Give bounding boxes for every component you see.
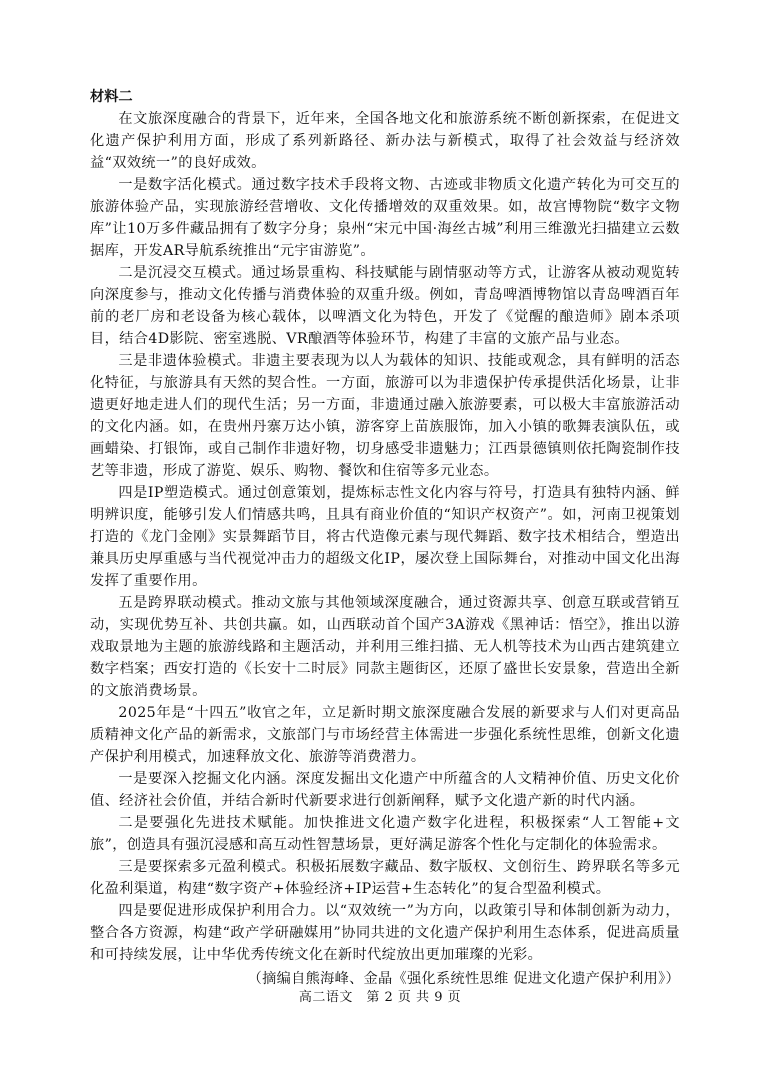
paragraph-measure-4: 四是要促进形成保护利用合力。以“双效统一”为方向，以政策引导和体制创新为动力，整合各方资源，构建“政产学研融媒用”协同共进的文化遗产保护利用生态体系，促进高质量和可持续发展，让中华优秀传统文化在新时代绽放出更加璀璨的光彩。 — [90, 903, 680, 963]
paragraph-intro: 在文旅深度融合的背景下，近年来，全国各地文化和旅游系统不断创新探索，在促进文化遗产保护利用方面，形成了系列新路径、新办法与新模式，取得了社会效益与经济效益“双效统一”的良好成效。 — [90, 111, 680, 171]
material-heading: 材料二 — [90, 89, 133, 105]
page-footer: 高二语文 第 2 页 共 9 页 — [298, 990, 462, 1005]
paragraph-immersive-model: 二是沉浸交互模式。通过场景重构、科技赋能与剧情驱动等方式，让游客从被动观览转向深度参与，推动文化传播与消费体验的双重升级。例如，青岛啤酒博物馆以青岛啤酒百年前的老厂房和老设备为核心载体，以啤酒文化为特色，开发了《觉醒的酿造师》剧本杀项目，结合4D影院、密室逃脱、VR酿酒等体验环节，构建了丰富的文旅产品与业态。 — [90, 265, 680, 347]
source-citation: （摘编自熊海峰、金晶《强化系统性思维 促进文化遗产保护利用》） — [247, 971, 680, 987]
paragraph-measure-1: 一是要深入挖掘文化内涵。深度发掘出文化遗产中所蕴含的人文精神价值、历史文化价值、经济社会价值，并结合新时代新要求进行创新阐释，赋予文化遗产新的时代内涵。 — [90, 771, 680, 809]
paragraph-measure-3: 三是要探索多元盈利模式。积极拓展数字藏品、数字版权、文创衍生、跨界联名等多元化盈利渠道，构建“数字资产+体验经济+IP运营+生态转化”的复合型盈利模式。 — [90, 859, 680, 897]
paragraph-2025-outlook: 2025年是“十四五”收官之年，立足新时期文旅深度融合发展的新要求与人们对更高品质精神文化产品的新需求，文旅部门与市场经营主体需进一步强化系统性思维，创新文化遗产保护利用模式，加速释放文化、旅游等消费潜力。 — [90, 705, 680, 765]
paragraph-crossover-model: 五是跨界联动模式。推动文旅与其他领域深度融合，通过资源共享、创意互联或营销互动，实现优势互补、共创共赢。如，山西联动首个国产3A游戏《黑神话：悟空》，推出以游戏取景地为主题的旅游线路和主题活动，并利用三维扫描、无人机等技术为山西古建筑建立数字档案；西安打造的《长安十二时辰》同款主题街区，还原了盛世长安景象，营造出全新的文旅消费场景。 — [90, 595, 680, 699]
paragraph-measure-2: 二是要强化先进技术赋能。加快推进文化遗产数字化进程，积极探索“人工智能+文旅”，创造具有强沉浸感和高互动性智慧场景，更好满足游客个性化与定制化的体验需求。 — [90, 815, 680, 853]
paragraph-digital-model: 一是数字活化模式。通过数字技术手段将文物、古迹或非物质文化遗产转化为可交互的旅游体验产品，实现旅游经营增收、文化传播增效的双重效果。如，故宫博物院“数字文物库”让10万多件藏品拥有了数字分身；泉州“宋元中国·海丝古城”利用三维激光扫描建立云数据库，开发AR导航系统推出“元宇宙游览”。 — [90, 177, 680, 259]
paragraph-heritage-model: 三是非遗体验模式。非遗主要表现为以人为载体的知识、技能或观念，具有鲜明的活态化特征，与旅游具有天然的契合性。一方面，旅游可以为非遗保护传承提供活化场景，让非遗更好地走进人们的现代生活；另一方面，非遗通过融入旅游要素，可以极大丰富旅游活动的文化内涵。如，在贵州丹寨万达小镇，游客穿上苗族服饰，加入小镇的歌舞表演队伍，或画蜡染、打银饰，或自己制作非遗好物，切身感受非遗魅力；江西景德镇则依托陶瓷制作技艺等非遗，形成了游览、娱乐、购物、餐饮和住宿等多元业态。 — [90, 353, 680, 479]
paragraph-ip-model: 四是IP塑造模式。通过创意策划，提炼标志性文化内容与符号，打造具有独特内涵、鲜明辨识度，能够引发人们情感共鸣，且具有商业价值的“知识产权资产”。如，河南卫视策划打造的《龙门金刚》实景舞蹈节目，将古代造像元素与现代舞蹈、数字技术相结合，塑造出兼具历史厚重感与当代视觉冲击力的超级文化IP，屡次登上国际舞台，对推动中国文化出海发挥了重要作用。 — [90, 485, 680, 589]
article-body — [90, 86, 680, 990]
